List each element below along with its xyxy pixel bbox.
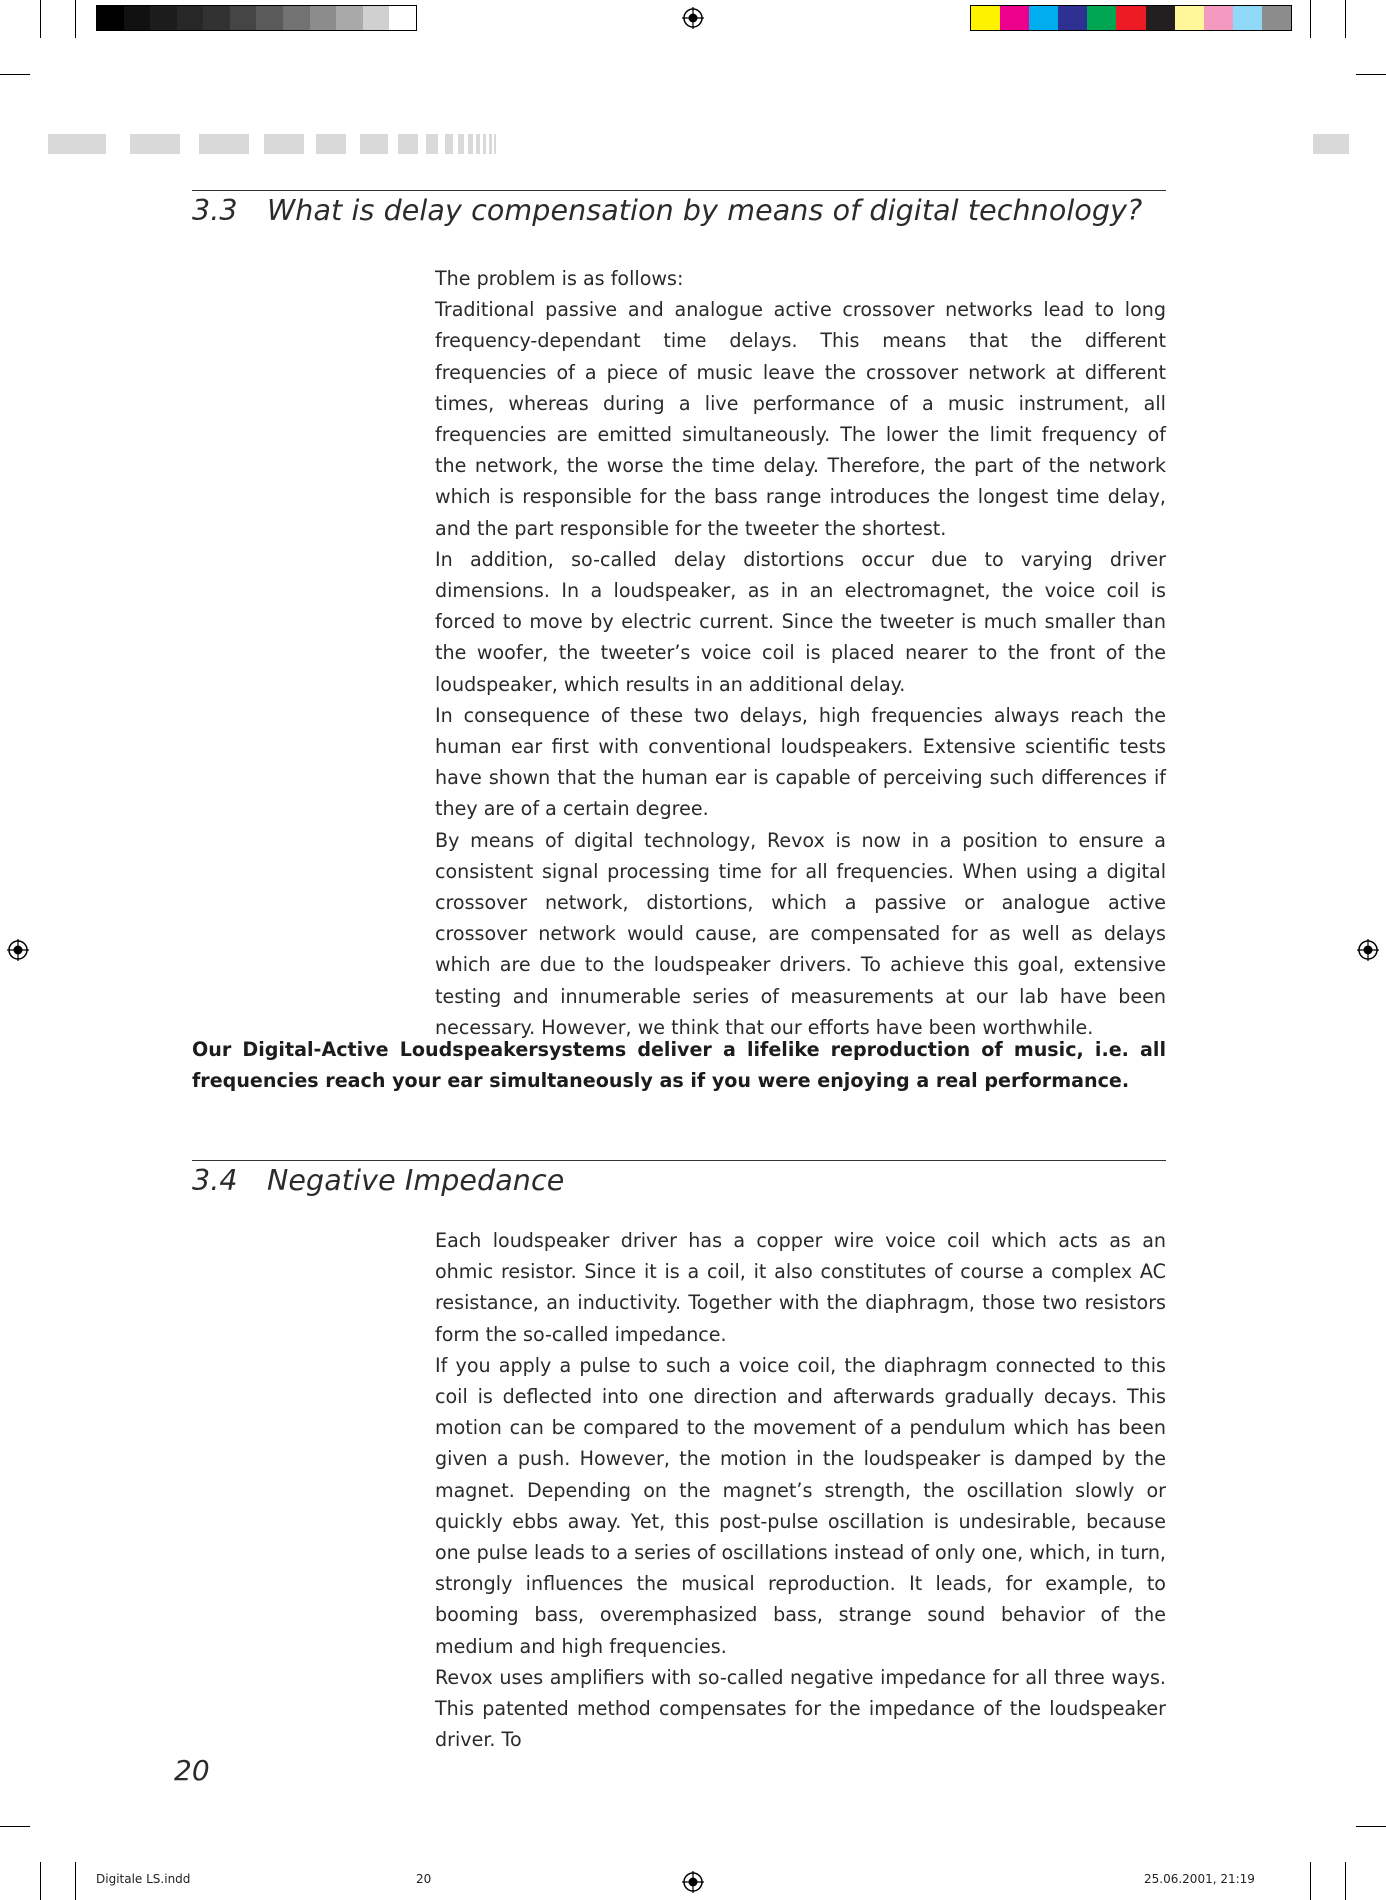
section-title: What is delay compensation by means of digital technology? <box>267 194 1143 227</box>
slug-page: 20 <box>416 1872 432 1886</box>
crop-mark <box>0 74 30 75</box>
color-swatch <box>203 6 230 30</box>
highlight-statement: Our Digital-Active Loudspeakersystems deliver a lifelike reproduction of music, i.e. all frequencies reach your ear simultaneously as if you were enjoying a real performance. <box>192 1038 1166 1092</box>
paragraph: In consequence of these two delays, high frequencies always reach the human ear first with conventional loudspeakers. Extensive scientific tests have shown that the human ear is capable of perceiving such differences if they are of a certain degree. <box>435 703 1166 821</box>
color-swatch <box>1175 6 1204 30</box>
color-swatch <box>1029 6 1058 30</box>
crop-mark <box>75 1862 76 1900</box>
crop-mark <box>40 0 41 38</box>
paragraph: Traditional passive and analogue active crossover networks lead to long frequency-dependant time delays. This means that the different frequencies of a piece of music leave the crossover network at different times, whereas during a live performance of a music instrument, all frequencies are emitted simultaneously. The lower the limit frequency of the network, the worse the time delay. Therefore, the part of the network which is responsible for the bass range introduces the longest time delay, and the part responsible for the tweeter the shortest. <box>435 298 1166 540</box>
paragraph: The problem is as follows: <box>435 267 684 290</box>
paragraph: In addition, so-called delay distortions occur due to varying driver dimensions. In a loudspeaker, as in an electromagnet, the voice coil is forced to move by electric current. Since the tweeter is much smaller than the woofer, the tweeter’s voice coil is placed nearer to the front of the loudspeaker, which results in an additional delay. <box>435 547 1166 696</box>
registration-mark-icon <box>682 7 704 29</box>
section-divider <box>192 1160 1166 1161</box>
section-body <box>435 1225 1166 1755</box>
grayscale-color-bar <box>96 5 417 31</box>
crop-mark <box>75 0 76 38</box>
color-swatch <box>971 6 1000 30</box>
section-heading <box>192 1164 564 1197</box>
crop-mark <box>1310 1862 1311 1900</box>
section-number: 3.3 <box>192 194 238 227</box>
paragraph: By means of digital technology, Revox is now in a position to ensure a consistent signal processing time for all frequencies. When using a digital crossover network, distortions, which a passive or analogue active crossover network would cause, are compensated for as well as delays which are due to the loudspeaker drivers. To achieve this goal, extensive testing and innumerable series of measurements at our lab have been necessary. However, we think that our efforts have been worthwhile. <box>435 828 1166 1039</box>
color-swatch <box>310 6 337 30</box>
section-body <box>435 263 1166 1043</box>
crop-mark <box>0 1826 30 1827</box>
color-swatch <box>124 6 151 30</box>
color-swatch <box>1058 6 1087 30</box>
section-number: 3.4 <box>192 1164 238 1197</box>
color-swatch <box>97 6 124 30</box>
page-number: 20 <box>174 1754 210 1787</box>
color-swatch <box>1262 6 1291 30</box>
section-divider <box>192 190 1166 191</box>
registration-mark-icon <box>682 1871 704 1893</box>
section-heading <box>192 194 1142 227</box>
crop-mark <box>1345 1862 1346 1900</box>
slug-date: 25.06.2001, 21:19 <box>1144 1872 1255 1886</box>
crop-mark <box>40 1862 41 1900</box>
color-swatch <box>230 6 257 30</box>
registration-mark-icon <box>7 939 29 961</box>
registration-mark-icon <box>1357 939 1379 961</box>
color-swatch <box>1000 6 1029 30</box>
crop-mark <box>1356 1826 1386 1827</box>
crop-mark <box>1345 0 1346 38</box>
color-swatch <box>389 6 416 30</box>
crop-mark <box>1356 74 1386 75</box>
process-color-bar <box>970 5 1292 31</box>
color-swatch <box>1087 6 1116 30</box>
color-swatch <box>1204 6 1233 30</box>
color-swatch <box>363 6 390 30</box>
crop-mark <box>1310 0 1311 38</box>
color-swatch <box>1116 6 1145 30</box>
color-swatch <box>1233 6 1262 30</box>
color-swatch <box>177 6 204 30</box>
color-swatch <box>150 6 177 30</box>
color-swatch <box>336 6 363 30</box>
color-swatch <box>283 6 310 30</box>
paragraph: Each loudspeaker driver has a copper wire voice coil which acts as an ohmic resistor. Since it is a coil, it also constitutes of course a complex AC resistance, an inductivity. Together with the diaphragm, those two resistors form the so-called impedance. <box>435 1229 1166 1346</box>
paragraph: Revox uses amplifiers with so-called negative impedance for all three ways. This patented method compensates for the impedance of the loudspeaker driver. To <box>435 1665 1166 1752</box>
slug-filename: Digitale LS.indd <box>96 1872 191 1886</box>
color-swatch <box>1146 6 1175 30</box>
paragraph: If you apply a pulse to such a voice coil, the diaphragm connected to this coil is deflected into one direction and afterwards gradually decays. This motion can be compared to the movement of a pendulum which has been given a push. However, the motion in the loudspeaker is damped by the magnet. Depending on the magnet’s strength, the oscillation slowly or quickly ebbs away. Yet, this post-pulse oscillation is undesirable, because one pulse leads to a series of oscillations instead of only one, which, in turn, strongly influences the musical reproduction. It leads, for example, to booming bass, overemphasized bass, strange sound behavior of the medium and high frequencies. <box>435 1353 1166 1658</box>
color-swatch <box>256 6 283 30</box>
section-title: Negative Impedance <box>267 1164 565 1197</box>
